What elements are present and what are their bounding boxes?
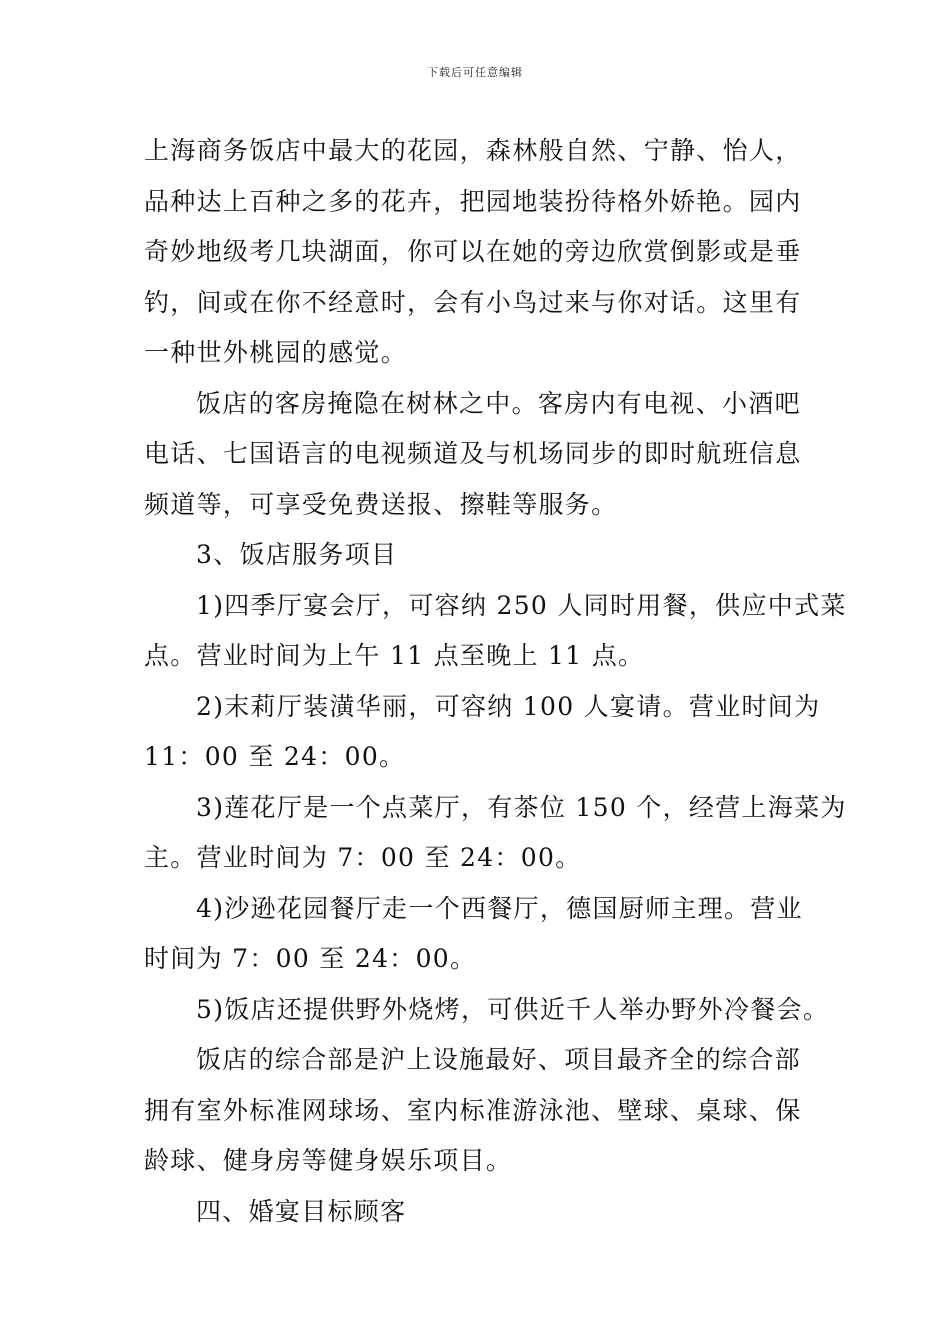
text-line: 拥有室外标准网球场、室内标准游泳池、壁球、桌球、保 [144, 1095, 802, 1125]
section-heading: 3、饭店服务项目 [196, 540, 398, 569]
text-line: 钓，间或在你不经意时，会有小鸟过来与你对话。这里有 [144, 287, 802, 317]
text-line: 时间为 7：00 至 24：00。 [144, 944, 477, 973]
text-line: 2)末莉厅装潢华丽，可容纳 100 人宴请。营业时间为 [196, 691, 821, 721]
text-line: 一种世外桃园的感觉。 [144, 338, 408, 367]
text-line: 主。营业时间为 7：00 至 24：00。 [144, 843, 582, 872]
text-line: 饭店的客房掩隐在树林之中。客房内有电视、小酒吧 [196, 388, 801, 418]
text-line: 频道等，可享受免费送报、擦鞋等服务。 [144, 489, 618, 519]
text-line: 1)四季厅宴会厅，可容纳 250 人同时用餐，供应中式菜 [196, 590, 847, 620]
body-text [144, 126, 847, 1237]
text-line: 5)饭店还提供野外烧烤，可供近千人举办野外冷餐会。 [196, 994, 830, 1024]
text-line: 奇妙地级考几块湖面，你可以在她的旁边欣赏倒影或是垂 [144, 237, 802, 266]
page-header-note: 下载后可任意编辑 [427, 66, 523, 79]
text-line: 4)沙逊花园餐厅走一个西餐厅，德国厨师主理。营业 [196, 893, 803, 923]
text-line: 电话、七国语言的电视频道及与机场同步的即时航班信息 [144, 439, 802, 468]
text-line: 上海商务饭店中最大的花园，森林般自然、宁静、怡人， [144, 136, 802, 165]
text-line: 品种达上百种之多的花卉，把园地装扮待格外娇艳。园内 [144, 186, 802, 216]
text-line: 饭店的综合部是沪上设施最好、项目最齐全的综合部 [196, 1045, 801, 1074]
text-line: 龄球、健身房等健身娱乐项目。 [144, 1146, 513, 1175]
section-heading: 四、婚宴目标顾客 [196, 1196, 407, 1226]
text-line: 3)莲花厅是一个点菜厅，有茶位 150 个，经营上海菜为 [196, 792, 847, 822]
text-line: 11：00 至 24：00。 [144, 742, 406, 771]
text-line: 点。营业时间为上午 11 点至晚上 11 点。 [144, 641, 645, 670]
